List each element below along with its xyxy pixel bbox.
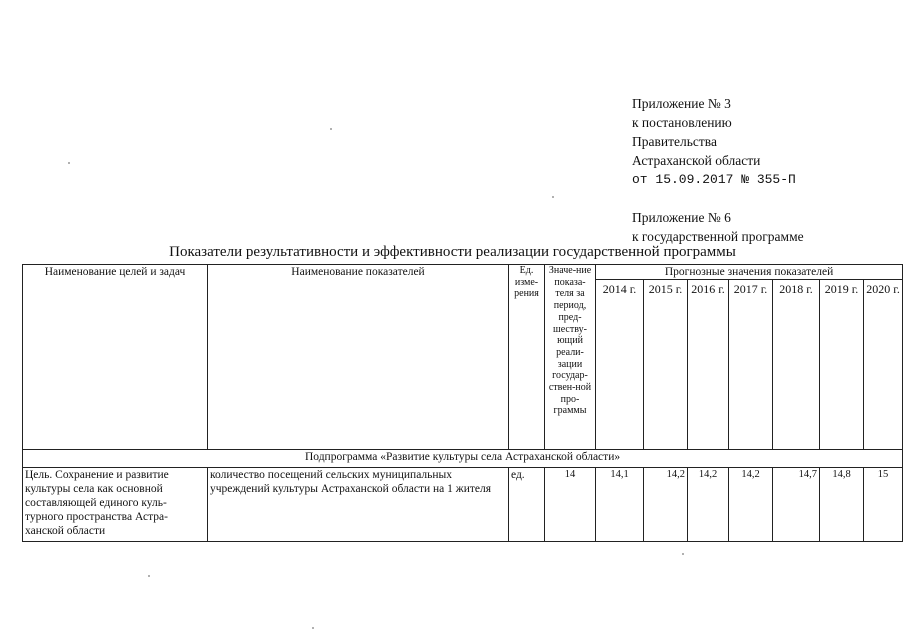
indicators-table bbox=[22, 264, 903, 542]
scan-speck bbox=[552, 196, 554, 198]
subprogram-row: Подпрограмма «Развитие культуры села Астраханской области» bbox=[23, 450, 903, 468]
scan-speck bbox=[148, 575, 150, 577]
year-header: 2017 г. bbox=[729, 280, 773, 450]
year-header: 2014 г. bbox=[596, 280, 644, 450]
appendix-line: к государственной программе bbox=[632, 229, 804, 244]
appendix-line: Приложение № 3 bbox=[632, 96, 731, 111]
appendix-line: Приложение № 6 bbox=[632, 210, 731, 225]
header-prev-value: Значе-ние показа-теля за период, пред-шеству-ющий реали-зации государ-ствен-ной про-граммы bbox=[545, 265, 596, 450]
scan-speck bbox=[330, 128, 332, 130]
year-header: 2020 г. bbox=[864, 280, 903, 450]
goal-cell: Цель. Сохранение и развитие культуры села как основной составляющей единого куль-турного пространства Астра-ханской области bbox=[23, 468, 208, 542]
value-cell: 14,2 bbox=[644, 468, 688, 542]
appendix-header bbox=[632, 94, 804, 246]
year-header: 2019 г. bbox=[820, 280, 864, 450]
header-goals: Наименование целей и задач bbox=[23, 265, 208, 450]
value-cell: 14,2 bbox=[729, 468, 773, 542]
value-cell: 14,8 bbox=[820, 468, 864, 542]
scan-speck bbox=[682, 553, 684, 555]
appendix-line: Правительства bbox=[632, 134, 717, 149]
value-cell: 15 bbox=[864, 468, 903, 542]
value-cell: 14,2 bbox=[688, 468, 729, 542]
appendix-line: Астраханской области bbox=[632, 153, 761, 168]
year-header: 2018 г. bbox=[773, 280, 820, 450]
header-unit: Ед. изме-рения bbox=[509, 265, 545, 450]
scan-speck bbox=[68, 162, 70, 164]
decree-date: от 15.09.2017 № 355-П bbox=[632, 172, 796, 187]
prev-value-cell: 14 bbox=[545, 468, 596, 542]
year-header: 2015 г. bbox=[644, 280, 688, 450]
unit-cell: ед. bbox=[509, 468, 545, 542]
scan-speck bbox=[312, 627, 314, 629]
header-indicators: Наименование показателей bbox=[208, 265, 509, 450]
indicator-cell: количество посещений сельских муниципальных учреждений культуры Астраханской области на 1 жителя bbox=[208, 468, 509, 542]
value-cell: 14,1 bbox=[596, 468, 644, 542]
document-title: Показатели результативности и эффективности реализации государственной программы bbox=[169, 244, 736, 260]
year-header: 2016 г. bbox=[688, 280, 729, 450]
value-cell: 14,7 bbox=[773, 468, 820, 542]
appendix-line: к постановлению bbox=[632, 115, 732, 130]
header-forecast: Прогнозные значения показателей bbox=[596, 265, 903, 280]
